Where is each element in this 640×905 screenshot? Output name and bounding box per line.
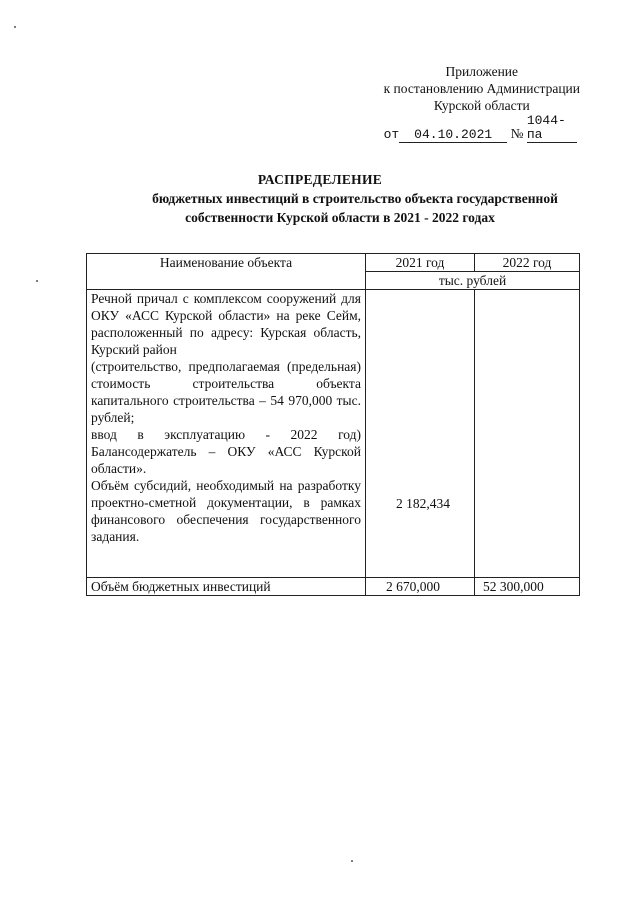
table-row — [87, 290, 580, 578]
title-heading: РАСПРЕДЕЛЕНИЕ — [257, 172, 383, 187]
table-total-row — [87, 578, 580, 596]
appendix-block — [384, 63, 580, 143]
investment-table — [86, 253, 580, 596]
appendix-date-line — [384, 114, 580, 143]
appendix-title: Приложение — [445, 64, 519, 79]
total-2021: 2 670,000 — [366, 578, 475, 596]
number-label: № — [510, 126, 524, 141]
total-2022: 52 300,000 — [475, 578, 580, 596]
object-description — [87, 290, 366, 578]
subsidy-2021-cell — [366, 290, 475, 578]
object-description-commissioning: ввод в эксплуатацию - 2022 год) Балансодержатель – ОКУ «АСС Курской области». — [91, 427, 361, 476]
title-subheading: бюджетных инвестиций в строительство объекта государственной — [152, 191, 558, 206]
header-object-name: Наименование объекта — [87, 254, 366, 290]
scan-speck — [36, 280, 38, 282]
resolution-number: 1044-па — [527, 114, 577, 143]
subsidy-2022-cell — [475, 290, 580, 578]
resolution-date: 04.10.2021 — [399, 128, 507, 143]
object-description-main: Речной причал с комплексом сооружений для ОКУ «АСС Курской области» на реке Сейм, расположенный по адресу: Курская область, Курский район — [91, 291, 361, 357]
subsidy-2021-value: 2 182,434 — [396, 496, 450, 511]
header-year-2022: 2022 год — [475, 254, 580, 272]
subsidy-description: Объём субсидий, необходимый на разработку проектно-сметной документации, в рамках финансового обеспечения государственного задания. — [91, 478, 361, 544]
scan-speck — [351, 860, 353, 862]
date-label: от — [383, 127, 400, 142]
title-subheading-2: собственности Курской области в 2021 - 2022 годах — [185, 210, 495, 225]
header-year-2021: 2021 год — [366, 254, 475, 272]
appendix-resolution: к постановлению Администрации — [383, 81, 580, 96]
total-label: Объём бюджетных инвестиций — [87, 578, 366, 596]
scan-speck — [14, 26, 16, 28]
table-header-row — [87, 254, 580, 272]
document-title — [0, 170, 640, 227]
appendix-region: Курской области — [433, 98, 530, 113]
unit-label: тыс. рублей — [366, 272, 580, 290]
object-description-cost: (строительство, предполагаемая (предельная) стоимость строительства объекта капитального строительства – 54 970,000 тыс. рублей; — [91, 359, 361, 425]
